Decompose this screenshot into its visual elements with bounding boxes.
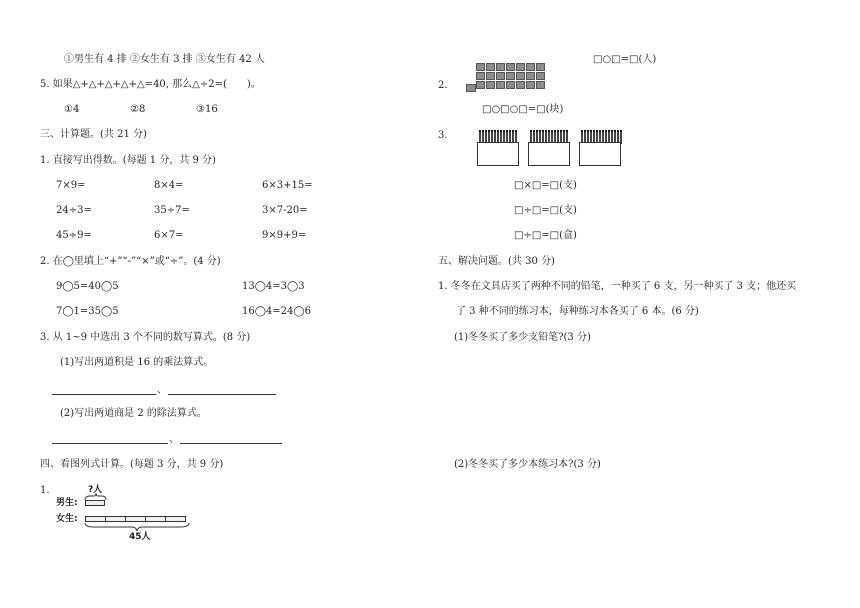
fig1-question: ?人 bbox=[88, 485, 103, 495]
extra-block bbox=[466, 84, 476, 92]
fig1-boys-label: 男生: bbox=[56, 498, 78, 508]
q3-sub-2: (2)写出两道商是 2 的除法算式。 bbox=[60, 408, 207, 419]
q3-equation-3: □÷□=□(盒) bbox=[514, 230, 577, 241]
problem-1-sub-1: (1)冬冬买了多少支铅笔?(3 分) bbox=[454, 332, 591, 343]
op-item: 7◯1=35◯5 bbox=[56, 306, 119, 317]
pencil-group-2 bbox=[530, 130, 568, 142]
pencil-box-3 bbox=[579, 142, 621, 166]
section-4-title: 四、看图列式计算。(每题 3 分，共 9 分) bbox=[40, 459, 224, 470]
problem-1-line-1: 1. 冬冬在文具店买了两种不同的铅笔，一种买了 6 支，另一种买了 3 支；他还买 bbox=[438, 281, 797, 292]
q4-options: ①男生有 4 排 ②女生有 3 排 ③女生有 42 人 bbox=[64, 54, 265, 65]
calc-item: 45÷9= bbox=[56, 230, 92, 241]
q2-number: 2. bbox=[438, 80, 448, 91]
q5-option-3: ③16 bbox=[196, 104, 218, 115]
calc-item: 6×3+15= bbox=[262, 180, 313, 191]
fig1-total: 45人 bbox=[129, 532, 151, 542]
calc-item: 7×9= bbox=[56, 180, 86, 191]
separator: 、 bbox=[157, 385, 167, 396]
q5-text: 5. 如果△+△+△+△+△=40, 那么△÷2=( )。 bbox=[40, 79, 261, 90]
section-3-q1: 1. 直接写出得数。(每题 1 分，共 9 分) bbox=[40, 155, 216, 166]
calc-item: 6×7= bbox=[154, 230, 184, 241]
answer-blank[interactable] bbox=[180, 443, 282, 444]
op-item: 9◯5=40◯5 bbox=[56, 281, 119, 292]
pencil-box-2 bbox=[528, 142, 570, 166]
q5-option-1: ①4 bbox=[64, 104, 80, 115]
op-item: 16◯4=24◯6 bbox=[242, 306, 311, 317]
boys-brace bbox=[84, 493, 108, 501]
pencil-group-3 bbox=[581, 130, 622, 142]
fig1-number: 1. bbox=[40, 485, 50, 496]
pencil-group-1 bbox=[479, 130, 517, 142]
q3-equation-2: □÷□=□(支) bbox=[514, 205, 577, 216]
section-5-title: 五、解决问题。(共 30 分) bbox=[438, 256, 555, 267]
q2-equation: □○□○□=□(块) bbox=[482, 104, 564, 115]
problem-1-line-2: 了 3 种不同的练习本，每种练习本各买了 6 本。(6 分) bbox=[456, 306, 699, 317]
block-grid bbox=[476, 63, 545, 89]
answer-blank[interactable] bbox=[168, 394, 276, 395]
calc-item: 8×4= bbox=[154, 180, 184, 191]
fig1-equation: □○□=□(人) bbox=[593, 54, 657, 65]
op-item: 13◯4=3◯3 bbox=[242, 281, 305, 292]
section-3-title: 三、计算题。(共 21 分) bbox=[40, 129, 147, 140]
q3-sub-1: (1)写出两道积是 16 的乘法算式。 bbox=[60, 357, 214, 368]
separator: 、 bbox=[169, 434, 179, 445]
problem-1-sub-2: (2)冬冬买了多少本练习本?(3 分) bbox=[454, 459, 601, 470]
section-3-q3: 3. 从 1~9 中选出 3 个不同的数写算式。(8 分) bbox=[40, 332, 251, 343]
calc-item: 3×7-20= bbox=[262, 205, 308, 216]
calc-item: 24÷3= bbox=[56, 205, 92, 216]
fig1-girls-label: 女生: bbox=[56, 514, 78, 524]
answer-blank[interactable] bbox=[52, 394, 156, 395]
calc-item: 35÷7= bbox=[154, 205, 190, 216]
calc-item: 9×9+9= bbox=[262, 230, 307, 241]
q5-option-2: ②8 bbox=[130, 104, 146, 115]
section-3-q2: 2. 在◯里填上“+”“-”“×”或“÷”。(4 分) bbox=[40, 256, 221, 267]
answer-blank[interactable] bbox=[52, 443, 168, 444]
q3-equation-1: □×□=□(支) bbox=[514, 180, 577, 191]
q3-number: 3. bbox=[438, 130, 448, 141]
pencil-box-1 bbox=[477, 142, 519, 166]
